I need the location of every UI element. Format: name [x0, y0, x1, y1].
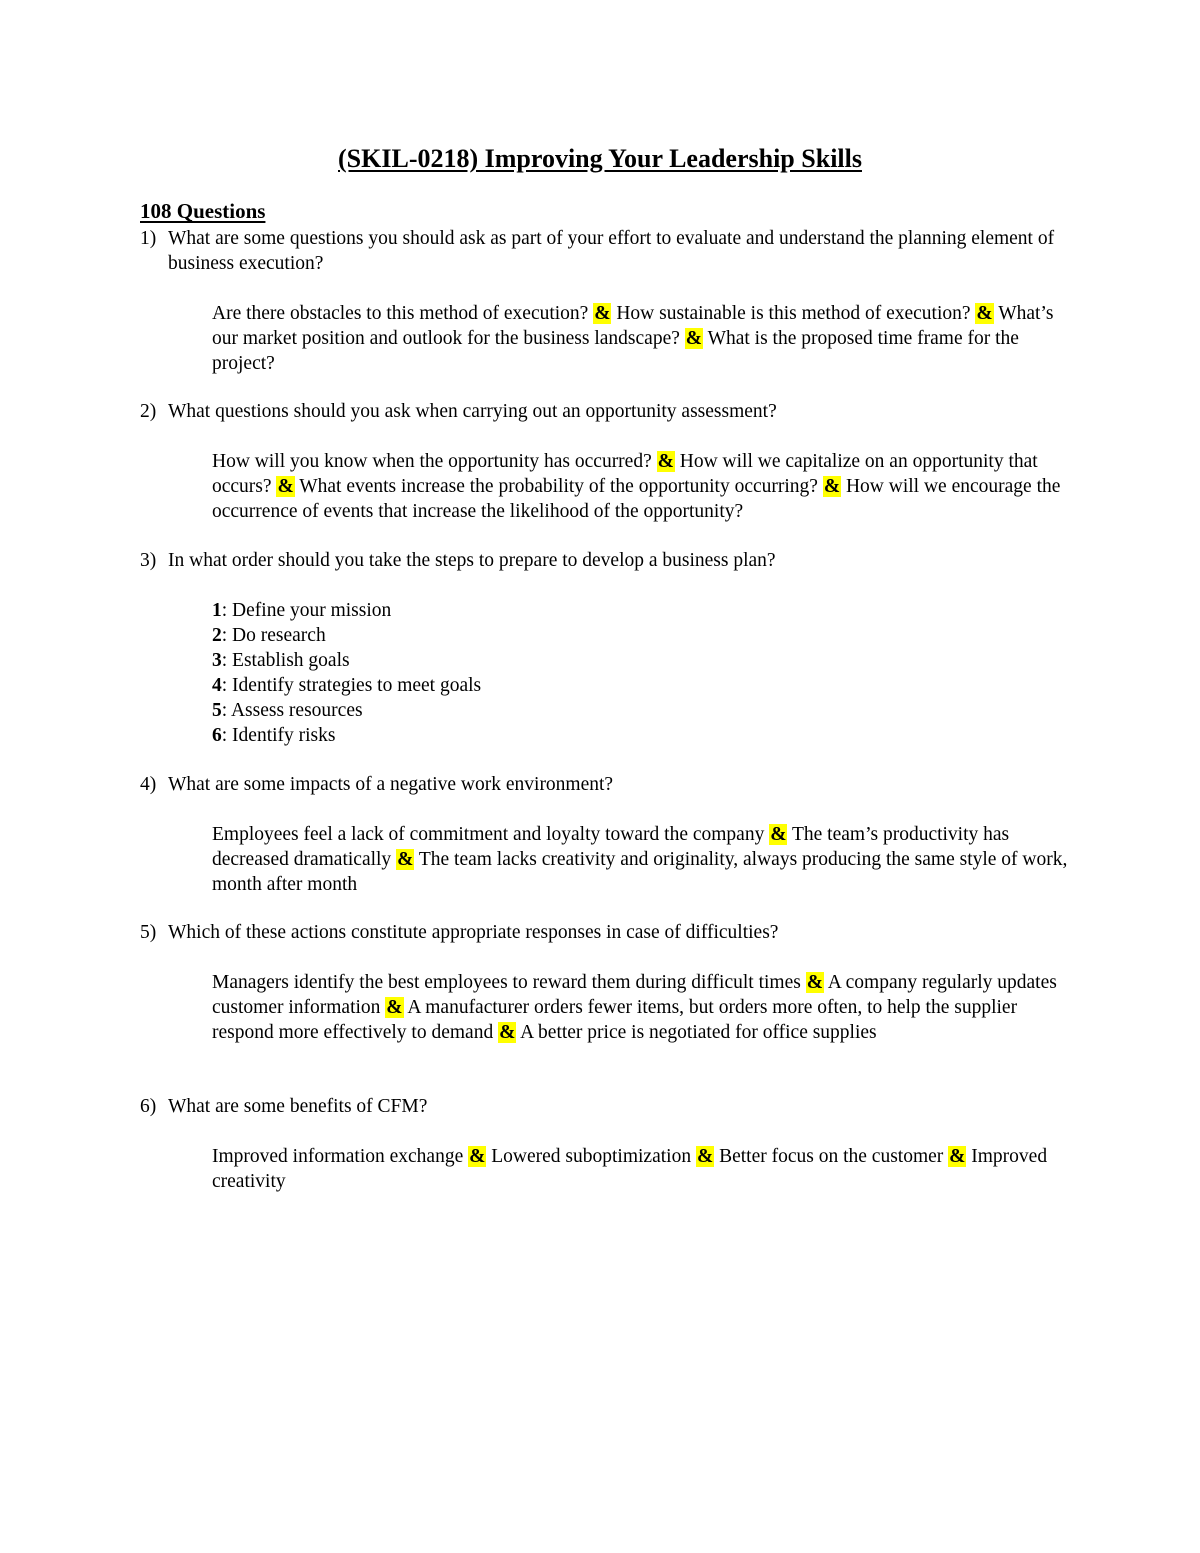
answer-item: Are there obstacles to this method of execution?	[212, 303, 589, 324]
step-item	[212, 723, 1080, 748]
question-number: 3)	[140, 550, 157, 571]
step-number: 3	[212, 650, 222, 671]
answer-separator: &	[397, 849, 414, 870]
answer-separator: &	[770, 824, 787, 845]
answer-separator: &	[594, 303, 611, 324]
section-heading: 108 Questions	[140, 199, 266, 223]
answer-item: How sustainable is this method of execution?	[616, 303, 971, 324]
step-item	[212, 598, 1080, 623]
question-4	[140, 772, 1080, 897]
answer-separator: &	[823, 476, 841, 497]
answer-text	[212, 301, 1072, 376]
step-number: 4	[212, 675, 222, 696]
question-line	[140, 1094, 1080, 1119]
answer-item: What events increase the probability of the opportunity occurring?	[299, 476, 818, 497]
answer-text	[212, 449, 1072, 524]
answer-item: What’s our market position and outlook for the business landscape?	[212, 303, 1054, 349]
question-line	[140, 399, 1080, 424]
question-3	[140, 548, 1080, 748]
answer-separator: &	[949, 1146, 966, 1167]
answer-item: Improved information exchange	[212, 1146, 464, 1167]
question-6	[140, 1094, 1080, 1194]
question-text: What questions should you ask when carrying out an opportunity assessment?	[168, 401, 777, 422]
question-text: What are some benefits of CFM?	[168, 1096, 428, 1117]
answer-separator: &	[277, 476, 294, 497]
question-line	[140, 226, 1080, 276]
answer-separator: &	[696, 1146, 714, 1167]
question-text: What are some questions you should ask as part of your effort to evaluate and understand the planning element of business execution?	[168, 228, 1055, 274]
question-line	[140, 548, 1080, 573]
answer-separator: &	[469, 1146, 486, 1167]
step-text: : Assess resources	[221, 700, 363, 721]
answer-item: Lowered suboptimization	[491, 1146, 692, 1167]
answer-item: How will you know when the opportunity has occurred?	[212, 451, 652, 472]
step-number: 1	[212, 600, 222, 621]
answer-item: A company regularly updates customer information	[212, 972, 1057, 1018]
answer-separator: &	[499, 1022, 516, 1043]
step-item	[212, 698, 1080, 723]
answer-item: A better price is negotiated for office supplies	[520, 1022, 877, 1043]
answer-item: The team lacks creativity and originality, always producing the same style of work, month after month	[212, 849, 1068, 895]
answer-item: The team’s productivity has decreased dramatically	[212, 824, 1010, 870]
answer-text	[212, 970, 1072, 1045]
step-number: 2	[212, 625, 222, 646]
answer-separator: &	[657, 451, 674, 472]
step-text: : Define your mission	[221, 600, 392, 621]
steps-list	[212, 598, 1080, 748]
step-number: 6	[212, 725, 222, 746]
question-2	[140, 399, 1080, 524]
step-item	[212, 648, 1080, 673]
answer-item: Better focus on the customer	[719, 1146, 944, 1167]
step-text: : Identify strategies to meet goals	[221, 675, 482, 696]
step-item	[212, 673, 1080, 698]
step-text: : Do research	[221, 625, 326, 646]
step-item	[212, 623, 1080, 648]
answer-item: What is the proposed time frame for the project?	[212, 328, 1019, 374]
answer-item: Improved creativity	[212, 1146, 1048, 1192]
question-5	[140, 920, 1080, 1045]
answer-separator: &	[386, 997, 403, 1018]
question-number: 2)	[140, 401, 157, 422]
answer-item: Employees feel a lack of commitment and loyalty toward the company	[212, 824, 765, 845]
answer-separator: &	[685, 328, 703, 349]
question-line	[140, 772, 1080, 797]
question-number: 6)	[140, 1096, 157, 1117]
step-number: 5	[212, 700, 222, 721]
answer-item: How will we encourage the occurrence of events that increase the likelihood of the opportunity?	[212, 476, 1061, 522]
answer-item: Managers identify the best employees to reward them during difficult times	[212, 972, 801, 993]
question-text: What are some impacts of a negative work environment?	[168, 774, 614, 795]
step-text: : Establish goals	[221, 650, 350, 671]
answer-text	[212, 822, 1072, 897]
answer-item: A manufacturer orders fewer items, but orders more often, to help the supplier respond more effectively to demand	[212, 997, 1018, 1043]
question-1	[140, 226, 1080, 376]
question-number: 1)	[140, 228, 157, 249]
document-title: (SKIL-0218) Improving Your Leadership Skills	[338, 144, 862, 173]
step-text: : Identify risks	[221, 725, 336, 746]
question-text: In what order should you take the steps to prepare to develop a business plan?	[168, 550, 776, 571]
question-line	[140, 920, 1080, 945]
answer-text	[212, 1144, 1072, 1194]
question-number: 5)	[140, 922, 157, 943]
answer-separator: &	[806, 972, 823, 993]
answer-separator: &	[976, 303, 993, 324]
answer-item: How will we capitalize on an opportunity that occurs?	[212, 451, 1038, 497]
question-text: Which of these actions constitute appropriate responses in case of difficulties?	[168, 922, 779, 943]
question-number: 4)	[140, 774, 157, 795]
